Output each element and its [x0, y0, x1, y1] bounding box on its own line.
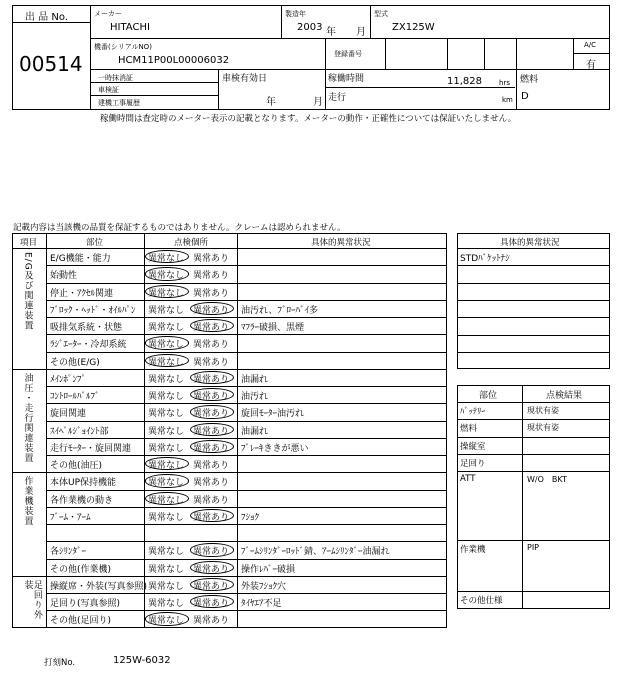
- status-ng: 異常あり: [193, 254, 230, 264]
- status-ng: 異常あり: [193, 564, 230, 575]
- row-line: [46, 283, 447, 284]
- status-ok: 異常なし: [148, 271, 185, 282]
- status-ng: 異常あり: [193, 323, 230, 333]
- rb-value: PIP: [527, 542, 540, 552]
- row-part: その他(作業機): [50, 564, 112, 575]
- row-detail: 油漏れ: [241, 426, 269, 437]
- header-check: 点検個所: [174, 238, 209, 248]
- inspect-month-unit: 月: [313, 97, 323, 108]
- status-ok: 異常なし: [148, 581, 185, 592]
- table-vline: [46, 233, 47, 628]
- rb-row-line: [457, 591, 610, 592]
- status-ng: 異常あり: [193, 288, 230, 299]
- header-part: 部位: [86, 238, 104, 248]
- maker-value: HITACHI: [110, 22, 150, 33]
- rb-row-line: [457, 402, 610, 403]
- lot-label: 出 品 No.: [25, 12, 68, 23]
- status-ng: 異常あり: [193, 478, 230, 489]
- reg-label: 登録番号: [334, 50, 362, 58]
- rb-label: 燃料: [460, 424, 478, 435]
- status-ok: 異常なし: [148, 340, 185, 351]
- row-detail: 旋回ﾓｰﾀｰ油汚れ: [241, 409, 305, 420]
- circle-ok: [145, 336, 189, 349]
- ac-value: 有: [586, 60, 596, 71]
- circle-ng: [190, 302, 234, 315]
- status-ng: 異常あり: [193, 495, 230, 506]
- row-line: [46, 507, 447, 508]
- row-part: 操縦席・外装(写真参照): [50, 581, 148, 592]
- table-hline: [12, 248, 447, 249]
- rb-head-result: 点検結果: [546, 391, 583, 401]
- rb-row-line: [457, 471, 610, 472]
- circle-ng: [190, 509, 234, 522]
- status-ng: 異常あり: [193, 271, 230, 282]
- row-detail: ﾌﾞﾚｰｷききが悪い: [241, 443, 309, 454]
- row-part: 吸排気系統・状態: [50, 323, 123, 333]
- circle-ok: [145, 492, 189, 505]
- row-part: 各作業機の動き: [50, 495, 114, 506]
- rb-value: 現状有姿: [527, 423, 559, 433]
- group-label: E/G及び関連装置: [22, 252, 33, 331]
- status-ok: 異常なし: [148, 599, 185, 609]
- status-ng: 異常あり: [193, 581, 230, 592]
- row-part: E/G機能・能力: [50, 254, 111, 264]
- row-part: 停止・ｱｸｾﾙ関連: [50, 288, 114, 299]
- status-ok: 異常なし: [148, 357, 185, 368]
- status-ng: 異常あり: [193, 616, 230, 627]
- status-ng: 異常あり: [193, 340, 230, 351]
- row-part: 旋回関連: [50, 409, 87, 420]
- rt-row-line: [457, 317, 610, 318]
- travel-label: 走行: [328, 93, 347, 103]
- status-ok: 異常なし: [148, 564, 185, 575]
- row-part: 足回り(写真参照): [50, 599, 121, 609]
- stamp-label: 打刻No.: [44, 658, 76, 668]
- status-ok: 異常なし: [148, 305, 185, 316]
- serial-value: HCM11P00L00006032: [118, 55, 230, 66]
- model-value: ZX125W: [392, 22, 435, 33]
- row-part: その他(足回り): [50, 616, 112, 627]
- year-value: 2003: [297, 22, 323, 33]
- circle-ng: [190, 371, 234, 384]
- rt-row-line: [457, 352, 610, 353]
- cert-construction: 建機工事履歴: [98, 99, 140, 107]
- row-detail: 外装ﾌｼｮｸ穴: [241, 581, 287, 592]
- circle-ok: [145, 474, 189, 487]
- stamp-value: 125W-6032: [113, 655, 171, 666]
- fuel-label: 燃料: [520, 75, 539, 85]
- cert-temp-cancel: 一時抹消証: [98, 74, 133, 82]
- lot-number: 00514: [19, 52, 83, 76]
- rb-row-line: [457, 437, 610, 438]
- header-item: 項目: [20, 238, 38, 248]
- circle-ng: [190, 578, 234, 591]
- row-part: ｺﾝﾄﾛｰﾙﾊﾞﾙﾌﾞ: [50, 392, 100, 402]
- rb-label: その他仕様: [460, 596, 503, 607]
- circle-ok: [145, 612, 189, 625]
- table-vline: [237, 233, 238, 628]
- row-line: [46, 593, 447, 594]
- row-detail: 油汚れ: [241, 392, 269, 402]
- status-ok: 異常なし: [148, 616, 185, 627]
- rt-row-line: [457, 283, 610, 284]
- hours-note: 稼働時間は査定時のメーター表示の記載となります。メーターの動作・正確性については保証いたしません。: [100, 114, 517, 124]
- row-detail: 操作ﾚﾊﾞｰ破損: [241, 564, 296, 575]
- row-line: [46, 455, 447, 456]
- row-part: ﾌﾞｰﾑ・ｱｰﾑ: [50, 512, 91, 523]
- status-ok: 異常なし: [148, 461, 185, 471]
- rb-label: 操縦室: [460, 441, 486, 452]
- row-line: [46, 438, 447, 439]
- group-label: 足回り外装: [22, 579, 42, 620]
- status-ok: 異常なし: [148, 478, 185, 489]
- row-part: ｽｲﾍﾞﾙｼﾞｮｲﾝﾄ部: [50, 426, 109, 437]
- row-part: 始動性: [50, 271, 78, 282]
- rt-row-line: [457, 265, 610, 266]
- year-unit: 年: [326, 27, 336, 38]
- rb-row-line: [457, 419, 610, 420]
- row-detail: ﾏﾌﾗｰ破損、黒煙: [241, 323, 305, 333]
- status-ok: 異常なし: [148, 288, 185, 299]
- rt-row-line: [457, 335, 610, 336]
- fuel-value: D: [521, 91, 529, 102]
- status-ok: 異常なし: [148, 254, 185, 264]
- inspect-label: 車検有効日: [222, 74, 268, 84]
- status-ok: 異常なし: [148, 409, 185, 420]
- circle-ng: [190, 561, 234, 574]
- hours-unit: hrs: [499, 79, 510, 87]
- row-line: [46, 300, 447, 301]
- month-unit: 月: [356, 27, 366, 38]
- model-label: 型式: [374, 10, 388, 18]
- status-ng: 異常あり: [193, 357, 230, 368]
- row-part: ﾒｲﾝﾎﾟﾝﾌﾟ: [50, 374, 87, 385]
- status-ng: 異常あり: [193, 547, 230, 558]
- row-part: 各ｼﾘﾝﾀﾞｰ: [50, 547, 87, 558]
- row-line: [46, 541, 447, 542]
- status-ng: 異常あり: [193, 599, 230, 609]
- row-line: [46, 317, 447, 318]
- rt-hline: [457, 248, 610, 249]
- status-ng: 異常あり: [193, 426, 230, 437]
- status-ng: 異常あり: [193, 374, 230, 385]
- row-line: [46, 352, 447, 353]
- rb-value: 現状有姿: [527, 406, 559, 416]
- status-ok: 異常なし: [148, 443, 185, 454]
- row-detail: ﾀｲﾔｴｱ不足: [241, 599, 282, 609]
- row-line: [46, 386, 447, 387]
- row-line: [46, 524, 447, 525]
- row-detail: ﾌｼｮｸ: [241, 512, 260, 523]
- status-ng: 異常あり: [193, 409, 230, 420]
- rb-label: 作業機: [460, 544, 486, 555]
- row-part: その他(E/G): [50, 357, 100, 368]
- circle-ng: [190, 405, 234, 418]
- rb-value: W/O BKT: [527, 475, 567, 484]
- group-label: 作業機装置: [22, 476, 33, 527]
- row-part: ﾌﾞﾛｯｸ・ﾍｯﾄﾞ・ｵｲﾙﾊﾟﾝ: [50, 305, 136, 316]
- circle-ng: [190, 440, 234, 453]
- inspect-year-unit: 年: [266, 97, 276, 108]
- rb-label: ﾊﾞｯﾃﾘｰ: [460, 407, 486, 418]
- status-ok: 異常なし: [148, 547, 185, 558]
- status-ng: 異常あり: [193, 305, 230, 316]
- row-part: その他(油圧): [50, 461, 103, 471]
- rb-row-line: [457, 454, 610, 455]
- row-part: 本体UP保持機能: [50, 478, 117, 489]
- status-ng: 異常あり: [193, 443, 230, 454]
- status-ok: 異常なし: [148, 512, 185, 523]
- ac-label: A/C: [584, 41, 597, 49]
- status-ok: 異常なし: [148, 374, 185, 385]
- group-line: [12, 576, 447, 577]
- row-part: 走行ﾓｰﾀｰ・旋回関連: [50, 443, 132, 454]
- maker-label: メーカー: [94, 10, 122, 18]
- row-line: [46, 421, 447, 422]
- hours-value: 11,828: [447, 76, 482, 87]
- group-line: [12, 369, 447, 370]
- circle-ok: [145, 267, 189, 280]
- serial-label: 機番(シリアルNO): [94, 43, 152, 51]
- status-ng: 異常あり: [193, 512, 230, 523]
- status-ok: 異常なし: [148, 426, 185, 437]
- row-line: [46, 265, 447, 266]
- circle-ok: [145, 285, 189, 298]
- circle-ng: [190, 423, 234, 436]
- row-line: [46, 490, 447, 491]
- circle-ng: [190, 543, 234, 556]
- status-ok: 異常なし: [148, 495, 185, 506]
- group-label: 油圧・走行関連装置: [22, 372, 33, 463]
- rb-row-line: [457, 540, 610, 541]
- row-line: [46, 403, 447, 404]
- status-ok: 異常なし: [148, 323, 185, 333]
- status-ng: 異常あり: [193, 392, 230, 402]
- rb-head-part: 部位: [479, 391, 498, 401]
- rb-label: 足回り: [460, 458, 486, 469]
- header-detail: 具体的異常状況: [311, 238, 371, 248]
- rt-first: STDﾊﾞｹｯﾄﾅｼ: [460, 254, 510, 264]
- rb-label: ATT: [460, 474, 476, 484]
- cert-inspection: 車検証: [98, 86, 119, 94]
- status-ok: 異常なし: [148, 392, 185, 402]
- row-detail: 油汚れ、ﾌﾞﾛｰﾊﾞｲ多: [241, 305, 319, 316]
- rt-title: 具体的異常状況: [500, 238, 560, 248]
- rt-row-line: [457, 300, 610, 301]
- row-line: [46, 559, 447, 560]
- year-label: 製造年: [285, 10, 306, 18]
- row-line: [46, 334, 447, 335]
- row-part: ﾗｼﾞｴｰﾀｰ・冷却系統: [50, 340, 127, 351]
- status-ng: 異常あり: [193, 461, 230, 471]
- row-detail: ﾌﾞｰﾑｼﾘﾝﾀﾞｰﾛｯﾄﾞ錆、ｱｰﾑｼﾘﾝﾀﾞｰ油漏れ: [241, 547, 390, 558]
- disclaimer: 記載内容は当該機の品質を保証するものではありません。クレームは認められません。: [13, 223, 346, 233]
- group-line: [12, 472, 447, 473]
- travel-unit: km: [502, 96, 513, 104]
- row-line: [46, 610, 447, 611]
- row-detail: 油漏れ: [241, 374, 269, 385]
- hours-label: 稼働時間: [328, 74, 365, 84]
- circle-ok: [145, 354, 189, 367]
